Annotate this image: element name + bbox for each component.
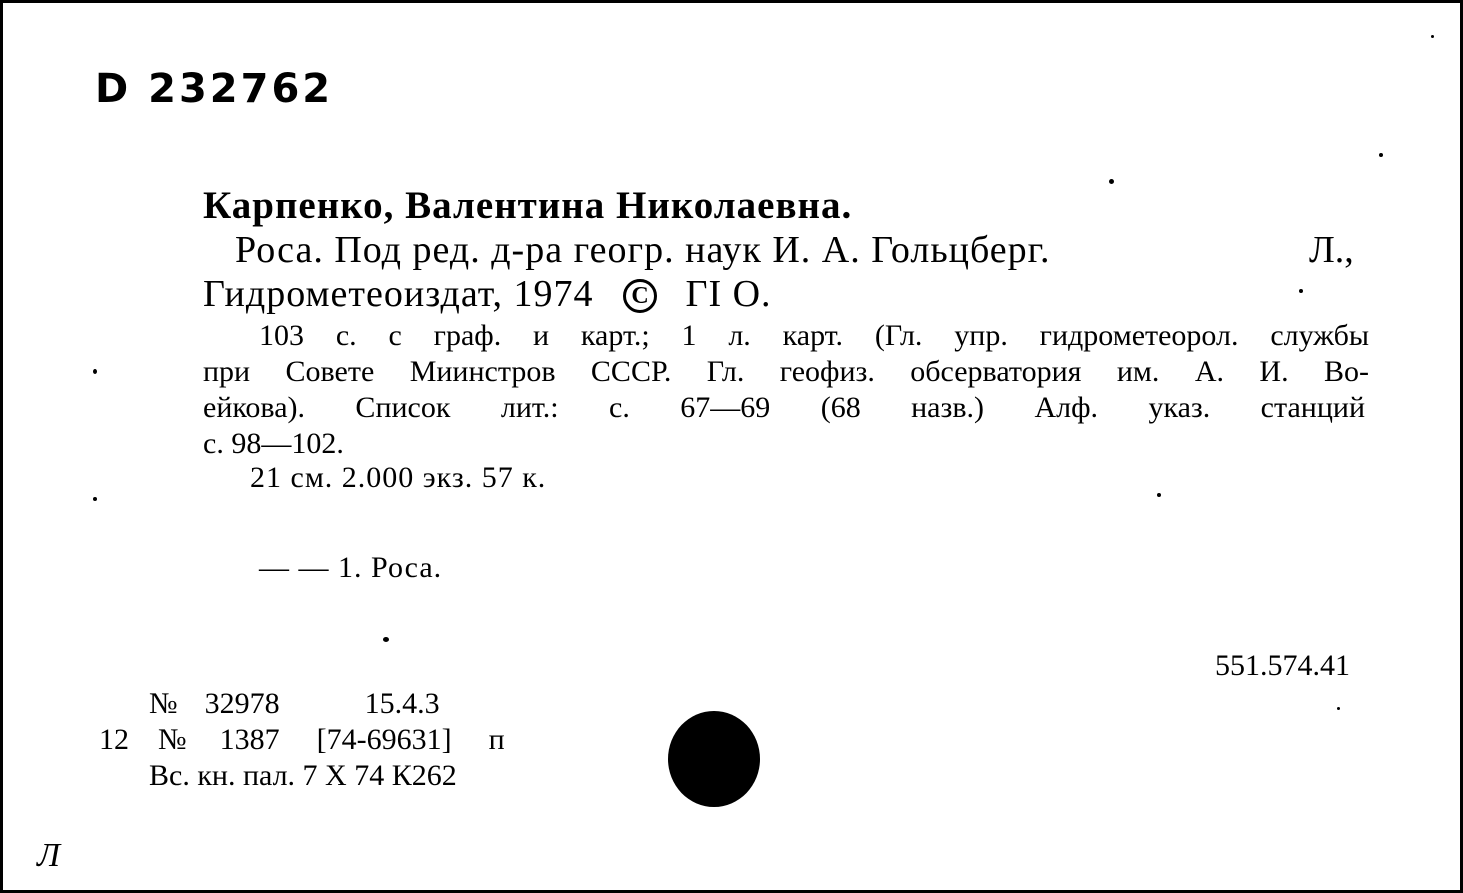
collation-line-2: при Совете Миинстров СССР. Гл. геофиз. обсерватория им. А. И. Во- [203, 355, 1369, 388]
ink-speck [1299, 289, 1303, 293]
collation-line-1: 103 с. с граф. и карт.; 1 л. карт. (Гл. упр. гидрометеорол. службы [259, 319, 1369, 352]
line-suffix: п [488, 723, 505, 756]
class-code: 15.4.3 [364, 687, 440, 720]
publication-place: Л., [1309, 229, 1354, 271]
ink-speck [1379, 153, 1383, 157]
registration-number: 32978 [204, 687, 280, 720]
footer-line-2 [99, 725, 505, 755]
collation-line-4: с. 98—102. [203, 427, 344, 460]
publisher-year: Гидрометеоиздат, 1974 [203, 273, 594, 315]
author-heading: Карпенко, Валентина Николаевна. [203, 184, 853, 227]
size-copies-price: 21 см. 2.000 экз. 57 к. [250, 461, 547, 494]
copyright-icon: C [623, 279, 657, 313]
copyright-holder: ГI О. [685, 273, 772, 315]
ink-speck [1157, 493, 1161, 497]
ink-speck [93, 369, 97, 374]
number-sign: № [149, 687, 178, 720]
ink-speck [1109, 179, 1114, 184]
title-line-2 [203, 275, 772, 313]
punch-hole [668, 711, 760, 807]
ink-speck [1431, 35, 1434, 38]
ink-speck [93, 497, 97, 501]
subject-tracing: — — 1. Роса. [259, 551, 443, 584]
ink-speck [383, 637, 389, 642]
title-line-1: Роса. Под ред. д-ра геогр. наук И. А. Гольцберг. [235, 229, 1051, 271]
footer-line-1 [149, 689, 440, 719]
order-number: [74-69631] [316, 723, 452, 756]
print-number: 1387 [219, 723, 280, 756]
ink-speck [1337, 707, 1340, 710]
handwritten-mark: Л [37, 837, 61, 874]
collation-line-3: ейкова). Список лит.: с. 67—69 (68 назв.) Алф. указ. станций [203, 391, 1365, 424]
footer-line-3: Вс. кн. пал. 7 X 74 К262 [149, 759, 457, 792]
udc-classification: 551.574.41 [1215, 649, 1350, 682]
number-sign: № [158, 723, 187, 756]
call-number: D 232762 [95, 66, 334, 112]
line-prefix: 12 [99, 723, 129, 756]
